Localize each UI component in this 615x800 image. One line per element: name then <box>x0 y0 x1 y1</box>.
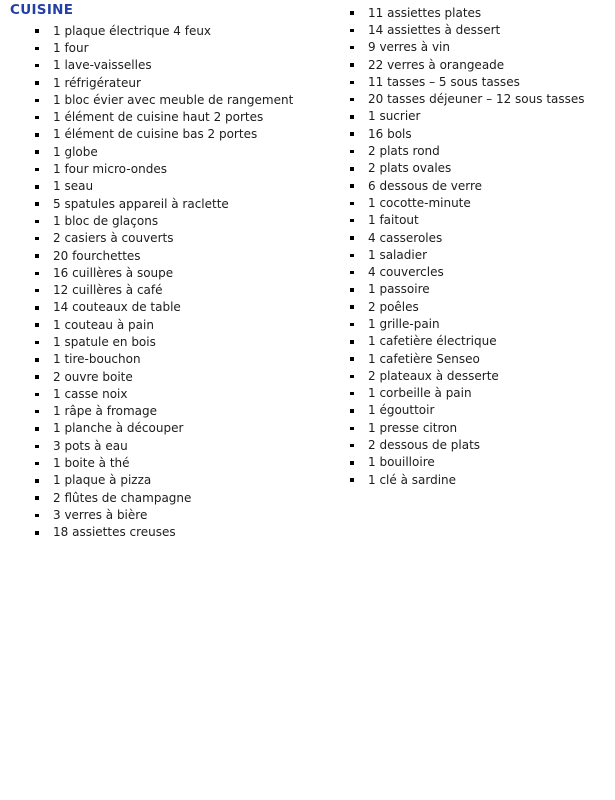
square-bullet-icon <box>35 375 39 379</box>
list-item-text: 4 casseroles <box>368 230 443 245</box>
list-item <box>35 524 293 541</box>
list-item-text: 2 flûtes de champagne <box>53 490 192 505</box>
list-item <box>350 160 585 177</box>
list-item-text: 2 ouvre boite <box>53 369 133 384</box>
square-bullet-icon <box>350 150 354 154</box>
list-item-text: 2 plats ovales <box>368 161 452 176</box>
list-item <box>35 212 293 229</box>
square-bullet-icon <box>35 496 39 500</box>
list-item-text: 1 râpe à fromage <box>53 404 157 419</box>
list-item-text: 1 cocotte-minute <box>368 195 471 210</box>
inventory-column-left <box>35 22 293 541</box>
list-item <box>350 108 585 125</box>
square-bullet-icon <box>350 132 354 136</box>
square-bullet-icon <box>350 305 354 309</box>
list-item-text: 3 pots à eau <box>53 438 128 453</box>
inventory-list-left <box>35 22 293 541</box>
list-item <box>35 385 293 402</box>
square-bullet-icon <box>35 323 39 327</box>
list-item <box>350 454 585 471</box>
square-bullet-icon <box>35 410 39 414</box>
square-bullet-icon <box>35 116 39 120</box>
list-item <box>35 178 293 195</box>
square-bullet-icon <box>35 427 39 431</box>
list-item <box>350 419 585 436</box>
list-item <box>35 22 293 39</box>
list-item <box>350 436 585 453</box>
square-bullet-icon <box>350 392 354 396</box>
square-bullet-icon <box>350 444 354 448</box>
list-item <box>35 143 293 160</box>
list-item <box>35 333 293 350</box>
list-item <box>35 420 293 437</box>
list-item <box>35 108 293 125</box>
list-item <box>35 316 293 333</box>
square-bullet-icon <box>350 219 354 223</box>
list-item-text: 2 casiers à couverts <box>53 231 174 246</box>
list-item <box>35 299 293 316</box>
list-item-text: 12 cuillères à café <box>53 283 163 298</box>
list-item <box>35 489 293 506</box>
inventory-column-right <box>350 4 585 488</box>
square-bullet-icon <box>350 323 354 327</box>
list-item-text: 1 four <box>53 40 89 55</box>
square-bullet-icon <box>35 133 39 137</box>
list-item-text: 1 égouttoir <box>368 403 435 418</box>
list-item-text: 5 spatules appareil à raclette <box>53 196 229 211</box>
list-item-text: 1 bloc de glaçons <box>53 213 159 228</box>
square-bullet-icon <box>350 271 354 275</box>
list-item-text: 1 cafetière électrique <box>368 334 497 349</box>
list-item <box>35 91 293 108</box>
list-item <box>35 160 293 177</box>
square-bullet-icon <box>35 202 39 206</box>
list-item-text: 16 bols <box>368 126 412 141</box>
square-bullet-icon <box>350 427 354 431</box>
list-item-text: 1 réfrigérateur <box>53 75 141 90</box>
square-bullet-icon <box>35 29 39 33</box>
square-bullet-icon <box>35 514 39 518</box>
list-item <box>350 56 585 73</box>
inventory-list-right <box>350 4 585 488</box>
square-bullet-icon <box>35 254 39 258</box>
square-bullet-icon <box>35 64 39 68</box>
list-item-text: 11 tasses – 5 sous tasses <box>368 74 520 89</box>
list-item <box>35 195 293 212</box>
square-bullet-icon <box>350 409 354 413</box>
square-bullet-icon <box>350 288 354 292</box>
square-bullet-icon <box>350 167 354 171</box>
square-bullet-icon <box>35 272 39 276</box>
list-item-text: 14 assiettes à dessert <box>368 22 501 37</box>
square-bullet-icon <box>350 357 354 361</box>
square-bullet-icon <box>35 150 39 154</box>
list-item <box>350 315 585 332</box>
list-item <box>350 333 585 350</box>
list-item <box>35 39 293 56</box>
square-bullet-icon <box>350 478 354 482</box>
list-item-text: 1 globe <box>53 144 98 159</box>
square-bullet-icon <box>35 445 39 449</box>
list-item-text: 20 fourchettes <box>53 248 141 263</box>
list-item <box>350 471 585 488</box>
list-item-text: 16 cuillères à soupe <box>53 265 174 280</box>
list-item <box>35 351 293 368</box>
list-item <box>350 229 585 246</box>
list-item <box>350 246 585 263</box>
square-bullet-icon <box>350 236 354 240</box>
list-item <box>35 264 293 281</box>
list-item-text: 1 seau <box>53 179 94 194</box>
square-bullet-icon <box>350 115 354 119</box>
list-item-text: 1 corbeille à pain <box>368 386 472 401</box>
list-item <box>35 403 293 420</box>
square-bullet-icon <box>35 341 39 345</box>
list-item <box>35 437 293 454</box>
square-bullet-icon <box>35 289 39 293</box>
square-bullet-icon <box>350 340 354 344</box>
list-item-text: 1 élément de cuisine bas 2 portes <box>53 127 258 142</box>
square-bullet-icon <box>350 375 354 379</box>
square-bullet-icon <box>35 237 39 241</box>
list-item <box>35 454 293 471</box>
list-item-text: 22 verres à orangeade <box>368 57 505 72</box>
list-item <box>350 177 585 194</box>
square-bullet-icon <box>35 306 39 310</box>
list-item-text: 1 planche à découper <box>53 421 184 436</box>
square-bullet-icon <box>350 184 354 188</box>
list-item <box>35 281 293 298</box>
list-item-text: 1 casse noix <box>53 386 128 401</box>
list-item <box>35 230 293 247</box>
list-item <box>350 90 585 107</box>
square-bullet-icon <box>350 46 354 50</box>
list-item <box>350 4 585 21</box>
square-bullet-icon <box>350 29 354 33</box>
list-item <box>350 402 585 419</box>
square-bullet-icon <box>35 462 39 466</box>
list-item <box>35 247 293 264</box>
square-bullet-icon <box>35 168 39 172</box>
square-bullet-icon <box>35 358 39 362</box>
list-item-text: 1 clé à sardine <box>368 472 457 487</box>
document-title: CUISINE <box>10 2 74 18</box>
list-item <box>35 368 293 385</box>
list-item-text: 9 verres à vin <box>368 40 450 55</box>
list-item-text: 1 sucrier <box>368 109 421 124</box>
list-item <box>350 212 585 229</box>
list-item <box>350 350 585 367</box>
list-item-text: 11 assiettes plates <box>368 5 482 20</box>
list-item-text: 1 boite à thé <box>53 456 130 471</box>
list-item <box>35 472 293 489</box>
square-bullet-icon <box>35 185 39 189</box>
square-bullet-icon <box>350 461 354 465</box>
list-item <box>35 57 293 74</box>
square-bullet-icon <box>35 393 39 397</box>
list-item-text: 4 couvercles <box>368 265 444 280</box>
list-item-text: 3 verres à bière <box>53 507 148 522</box>
list-item-text: 1 passoire <box>368 282 430 297</box>
list-item-text: 1 presse citron <box>368 420 458 435</box>
list-item-text: 6 dessous de verre <box>368 178 483 193</box>
list-item <box>350 263 585 280</box>
list-item-text: 1 plaque électrique 4 feux <box>53 23 212 38</box>
list-item-text: 1 four micro-ondes <box>53 162 167 177</box>
square-bullet-icon <box>35 47 39 51</box>
list-item-text: 1 spatule en bois <box>53 334 156 349</box>
list-item <box>350 298 585 315</box>
list-item-text: 2 plats rond <box>368 144 440 159</box>
list-item-text: 1 bouilloire <box>368 455 435 470</box>
square-bullet-icon <box>350 98 354 102</box>
list-item <box>350 367 585 384</box>
list-item-text: 1 grille-pain <box>368 316 440 331</box>
list-item <box>350 194 585 211</box>
square-bullet-icon <box>35 531 39 535</box>
list-item-text: 20 tasses déjeuner – 12 sous tasses <box>368 92 585 107</box>
list-item <box>35 74 293 91</box>
list-item-text: 2 plateaux à desserte <box>368 368 499 383</box>
list-item-text: 1 couteau à pain <box>53 317 154 332</box>
list-item-text: 1 faitout <box>368 213 419 228</box>
square-bullet-icon <box>350 202 354 206</box>
list-item <box>350 125 585 142</box>
list-item <box>350 39 585 56</box>
square-bullet-icon <box>350 254 354 258</box>
list-item-text: 2 poêles <box>368 299 419 314</box>
square-bullet-icon <box>350 63 354 67</box>
list-item-text: 1 saladier <box>368 247 428 262</box>
list-item-text: 14 couteaux de table <box>53 300 181 315</box>
square-bullet-icon <box>350 11 354 15</box>
square-bullet-icon <box>35 99 39 103</box>
list-item <box>35 506 293 523</box>
list-item <box>350 385 585 402</box>
square-bullet-icon <box>35 479 39 483</box>
list-item-text: 2 dessous de plats <box>368 438 481 453</box>
list-item <box>350 281 585 298</box>
list-item-text: 1 élément de cuisine haut 2 portes <box>53 110 264 125</box>
square-bullet-icon <box>350 81 354 85</box>
list-item <box>350 73 585 90</box>
list-item-text: 1 lave-vaisselles <box>53 58 152 73</box>
list-item-text: 1 plaque à pizza <box>53 473 152 488</box>
list-item <box>350 142 585 159</box>
list-item-text: 18 assiettes creuses <box>53 525 176 540</box>
list-item <box>35 126 293 143</box>
square-bullet-icon <box>35 220 39 224</box>
square-bullet-icon <box>35 81 39 85</box>
list-item-text: 1 tire-bouchon <box>53 352 141 367</box>
list-item <box>350 21 585 38</box>
list-item-text: 1 cafetière Senseo <box>368 351 480 366</box>
list-item-text: 1 bloc évier avec meuble de rangement <box>53 92 294 107</box>
